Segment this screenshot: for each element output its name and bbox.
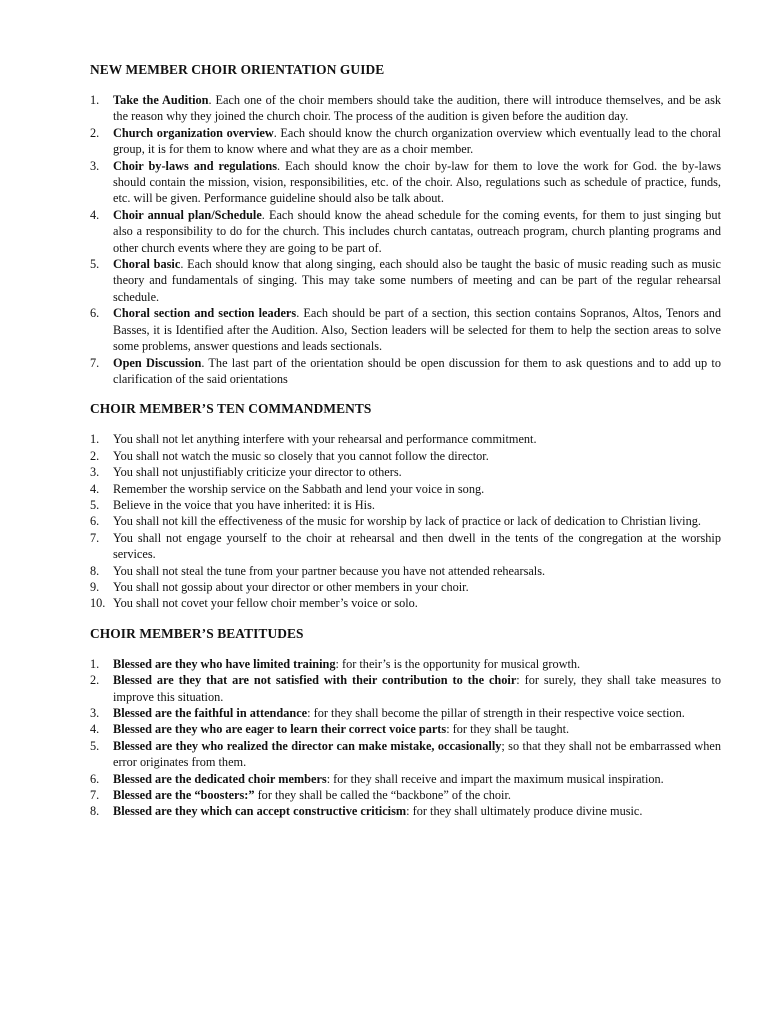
item-text: You shall not steal the tune from your partner because you have not attended rehearsals. bbox=[113, 563, 546, 578]
item-number: 7. bbox=[90, 530, 100, 545]
list-item bbox=[90, 803, 721, 819]
item-number: 1. bbox=[90, 93, 100, 107]
list-item bbox=[90, 448, 721, 464]
list-item bbox=[90, 497, 721, 513]
list-item bbox=[90, 656, 721, 672]
item-text: : for they shall become the pillar of strength in their respective voice section. bbox=[307, 706, 685, 720]
item-text: for they shall be called the “backbone” of the choir. bbox=[254, 788, 511, 803]
item-number: 2. bbox=[90, 125, 100, 140]
item-term: Blessed are they who realized the director can make mistake, occasionally bbox=[113, 738, 502, 753]
item-term: Church organization overview bbox=[113, 125, 274, 140]
item-text: : for they shall ultimately produce divine music. bbox=[406, 804, 643, 819]
item-term: Blessed are they that are not satisfied with their contribution to the choir bbox=[113, 673, 517, 688]
item-text: You shall not gossip about your director or other members in your choir. bbox=[113, 579, 469, 594]
item-text: . Each should know the ahead schedule for the coming events, for them to just singing but also a responsibility to do for the church. This includes church cantatas, outreach program, church planting programs and other church events where they are going to be part of. bbox=[113, 207, 721, 255]
list-item bbox=[90, 305, 721, 354]
item-text: Remember the worship service on the Sabbath and lend your voice in song. bbox=[113, 481, 485, 496]
orientation-list bbox=[90, 92, 721, 387]
item-text: Believe in the voice that you have inherited: it is His. bbox=[113, 497, 375, 512]
item-number: 8. bbox=[90, 563, 100, 578]
item-text: You shall not watch the music so closely that you cannot follow the director. bbox=[113, 448, 489, 463]
item-text: . Each one of the choir members should take the audition, there will introduce themselves, and be ask the reason why they joined the church choir. The process of the audition is given before the audition day. bbox=[113, 93, 721, 124]
item-term: Choir by-laws and regulations bbox=[113, 158, 278, 173]
item-text: You shall not unjustifiably criticize your director to others. bbox=[113, 465, 402, 480]
item-term: Choir annual plan/Schedule bbox=[113, 207, 262, 222]
item-number: 3. bbox=[90, 465, 100, 480]
list-item bbox=[90, 738, 721, 771]
list-item bbox=[90, 431, 721, 447]
item-text: ; so that they shall not be embarrassed when error originates from them. bbox=[113, 738, 721, 770]
item-term: Blessed are the “boosters:” bbox=[113, 788, 255, 803]
item-number: 2. bbox=[90, 448, 100, 463]
item-number: 6. bbox=[90, 306, 100, 321]
list-item bbox=[90, 579, 721, 595]
item-number: 1. bbox=[90, 432, 100, 447]
item-number: 4. bbox=[90, 207, 100, 222]
item-number: 7. bbox=[90, 788, 100, 803]
item-text: . Each should know the choir by-law for them to love the work for God. the by-laws should contain the mission, vision, responsibilities, etc. of the choir. Also, regulations such as schedule of practice, funds, etc. will be given. Performance guideline should also be talk about. bbox=[113, 158, 721, 206]
item-number: 9. bbox=[90, 579, 100, 594]
item-text: You shall not engage yourself to the choir at rehearsal and then dwell in the tents of the congregation at the worship services. bbox=[113, 530, 721, 562]
list-item bbox=[90, 355, 721, 388]
list-item bbox=[90, 481, 721, 497]
item-term: Blessed are they who have limited training bbox=[113, 656, 336, 671]
item-term: Take the Audition bbox=[113, 93, 209, 107]
item-number: 10. bbox=[90, 596, 106, 611]
beatitudes-section bbox=[90, 626, 721, 820]
item-number: 7. bbox=[90, 355, 100, 370]
item-text: You shall not kill the effectiveness of the music for worship by lack of practice or lack of dedication to Christian living. bbox=[113, 514, 701, 529]
list-item bbox=[90, 125, 721, 158]
list-item bbox=[90, 464, 721, 480]
item-term: Open Discussion bbox=[113, 355, 202, 370]
item-text: : for they shall be taught. bbox=[446, 722, 570, 737]
item-number: 5. bbox=[90, 738, 100, 753]
item-number: 6. bbox=[90, 514, 100, 529]
list-item bbox=[90, 513, 721, 529]
item-number: 1. bbox=[90, 656, 100, 671]
list-item bbox=[90, 207, 721, 256]
item-number: 3. bbox=[90, 706, 100, 720]
item-text: . The last part of the orientation should be open discussion for them to ask questions and to add up to clarification of the said orientations bbox=[113, 355, 721, 386]
item-text: . Each should be part of a section, this section contains Sopranos, Altos, Tenors and Basses, it is Identified after the Audition. Also, Section leaders will be selected for them to help the section areas to solve some problems, answer questions and leads sectionals. bbox=[113, 306, 721, 354]
list-item bbox=[90, 672, 721, 705]
list-item bbox=[90, 530, 721, 563]
item-text: : for they shall receive and impart the maximum musical inspiration. bbox=[326, 771, 664, 786]
item-text: : for surely, they shall take measures to improve this situation. bbox=[113, 673, 721, 704]
item-number: 8. bbox=[90, 804, 100, 819]
item-term: Blessed are they which can accept constructive criticism bbox=[113, 804, 407, 819]
orientation-guide-title: NEW MEMBER CHOIR ORIENTATION GUIDE bbox=[90, 62, 385, 77]
item-term: Blessed are the dedicated choir members bbox=[113, 771, 327, 786]
item-number: 3. bbox=[90, 158, 100, 173]
orientation-guide-section bbox=[90, 62, 721, 387]
list-item bbox=[90, 158, 721, 207]
item-number: 4. bbox=[90, 722, 100, 737]
item-number: 6. bbox=[90, 771, 100, 786]
item-number: 4. bbox=[90, 481, 100, 496]
list-item bbox=[90, 771, 721, 787]
list-item bbox=[90, 787, 721, 803]
list-item bbox=[90, 705, 721, 721]
list-item bbox=[90, 721, 721, 737]
list-item bbox=[90, 92, 721, 125]
item-number: 5. bbox=[90, 257, 100, 272]
item-number: 2. bbox=[90, 673, 100, 688]
ten-commandments-title: CHOIR MEMBER’S TEN COMMANDMENTS bbox=[90, 401, 372, 417]
commandments-list bbox=[90, 431, 721, 611]
item-term: Choral basic bbox=[113, 257, 181, 272]
list-item bbox=[90, 563, 721, 579]
item-text: You shall not covet your fellow choir member’s voice or solo. bbox=[113, 596, 418, 611]
list-item bbox=[90, 256, 721, 305]
item-term: Blessed are they who are eager to learn their correct voice parts bbox=[113, 722, 447, 737]
item-text: You shall not let anything interfere with your rehearsal and performance commitment. bbox=[113, 432, 537, 447]
ten-commandments-section bbox=[90, 401, 721, 611]
item-text: . Each should know that along singing, each should also be taught the basic of music reading such as music theory and fundamentals of singing. This may take some numbers of meeting and can be part of the regular rehearsal schedule. bbox=[113, 257, 721, 304]
beatitudes-list bbox=[90, 656, 721, 820]
item-term: Choral section and section leaders bbox=[113, 306, 297, 321]
item-text: : for their’s is the opportunity for musical growth. bbox=[335, 656, 581, 671]
list-item bbox=[90, 595, 721, 611]
beatitudes-title: CHOIR MEMBER’S BEATITUDES bbox=[90, 625, 304, 641]
item-number: 5. bbox=[90, 497, 100, 512]
item-text: . Each should know the church organization overview which eventually lead to the choral group, it is for them to know where and what they are as a choir member. bbox=[113, 125, 721, 157]
item-term: Blessed are the faithful in attendance bbox=[113, 706, 308, 720]
